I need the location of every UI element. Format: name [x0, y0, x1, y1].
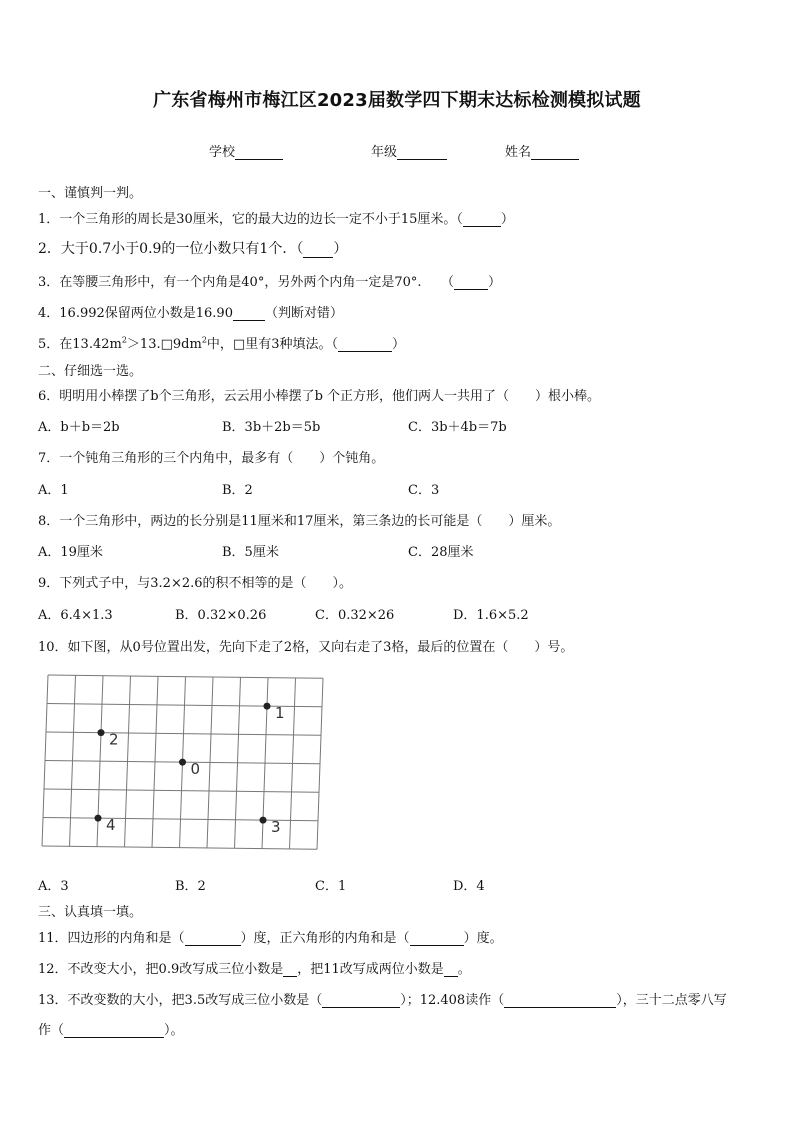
q8-option-b[interactable]: B．5厘米	[222, 545, 279, 560]
question-12-blank-2[interactable]	[444, 963, 458, 977]
school-blank[interactable]	[235, 145, 283, 160]
question-5-text-b: ＞13.□9dm	[126, 337, 202, 352]
q8-option-c[interactable]: C．28厘米	[408, 545, 474, 560]
question-4-text: 4．16.992保留两位小数是16.90	[38, 306, 233, 321]
question-10: 10．如下图，从0号位置出发，先向下走了2格，又向右走了3格，最后的位置在（ ）号。	[38, 640, 574, 655]
question-13-continued	[38, 1019, 184, 1038]
question-12-text-c: 。	[457, 962, 471, 977]
name-blank[interactable]	[531, 145, 579, 160]
grid-point-label-3: 3	[271, 818, 281, 837]
question-13	[38, 989, 727, 1008]
question-4	[38, 302, 343, 321]
grid-point-label-2: 2	[109, 730, 119, 749]
grid-point-label-0: 0	[190, 760, 201, 779]
question-12-text-a: 12．不改变大小，把0.9改写成三位小数是	[38, 962, 284, 977]
question-13-blank-1[interactable]	[322, 994, 400, 1008]
grid-figure	[40, 670, 332, 856]
question-1-text: 1．一个三角形的周长是30厘米，它的最大边的边长一定不小于15厘米。（	[38, 212, 463, 227]
question-13-text-d: 作（	[38, 1023, 65, 1038]
question-5	[38, 333, 405, 352]
q9-option-b[interactable]: B．0.32×0.26	[175, 608, 267, 623]
question-9: 9．下列式子中，与3.2×2.6的积不相等的是（ ）。	[38, 576, 353, 591]
q6-option-a[interactable]: A．b＋b＝2b	[38, 420, 120, 435]
question-11	[38, 927, 503, 946]
question-5-blank[interactable]	[338, 338, 392, 352]
school-label: 学校	[209, 145, 236, 160]
question-13-blank-2[interactable]	[504, 994, 616, 1008]
question-11-text-b: ）度，正六角形的内角和是（	[240, 931, 410, 946]
grid-point-3	[260, 817, 267, 824]
grid-point-2	[98, 729, 105, 736]
question-1-end: ）	[500, 212, 514, 227]
q7-option-c[interactable]: C．3	[408, 483, 440, 498]
q9-option-c[interactable]: C．0.32×26	[315, 608, 395, 623]
section-heading-judge: 一、谨慎判一判。	[38, 186, 143, 201]
q10-option-c[interactable]: C．1	[315, 879, 347, 894]
question-11-blank-1[interactable]	[185, 932, 241, 946]
section-heading-fill: 三、认真填一填。	[38, 905, 143, 920]
question-2-blank[interactable]	[303, 244, 333, 258]
question-13-text-b: ）；12.408读作（	[400, 993, 505, 1008]
q6-option-c[interactable]: C．3b＋4b＝7b	[408, 420, 507, 435]
question-11-text-c: ）度。	[463, 931, 503, 946]
question-5-sup-b: 2	[201, 335, 207, 345]
q10-option-a[interactable]: A．3	[38, 879, 69, 894]
q7-option-a[interactable]: A．1	[38, 483, 69, 498]
q10-option-b[interactable]: B．2	[175, 879, 206, 894]
grid-point-4	[95, 815, 102, 822]
grade-blank[interactable]	[397, 145, 447, 160]
question-5-sup-a: 2	[121, 335, 127, 345]
q9-option-a[interactable]: A．6.4×1.3	[38, 608, 113, 623]
question-8: 8．一个三角形中，两边的长分别是11厘米和17厘米，第三条边的长可能是（ ）厘米。	[38, 514, 561, 529]
q8-option-a[interactable]: A．19厘米	[38, 545, 103, 560]
question-3-blank[interactable]	[454, 276, 488, 290]
question-11-blank-2[interactable]	[410, 932, 464, 946]
grid-point-label-1: 1	[275, 704, 285, 723]
question-4-end: （判断对错）	[264, 306, 343, 321]
question-3	[38, 271, 501, 290]
question-2	[38, 238, 347, 258]
page-title: 广东省梅州市梅江区2023届数学四下期末达标检测模拟试题	[153, 90, 641, 111]
question-3-end: ）	[488, 275, 502, 290]
question-5-text-c: 中，□里有3种填法。（	[206, 337, 338, 352]
q10-option-d[interactable]: D．4	[453, 879, 485, 894]
question-5-text-a: 5．在13.42m	[38, 337, 122, 352]
grade-field	[371, 141, 447, 160]
name-field	[505, 141, 579, 160]
question-7: 7．一个钝角三角形的三个内角中，最多有（ ）个钝角。	[38, 451, 385, 466]
question-3-text: 3．在等腰三角形中，有一个内角是40°，另外两个内角一定是70°. （	[38, 275, 454, 290]
question-4-blank[interactable]	[233, 307, 265, 321]
q7-option-b[interactable]: B．2	[222, 483, 253, 498]
grid-point-0	[179, 759, 186, 766]
question-1	[38, 208, 514, 227]
question-13-text-a: 13．不改变数的大小，把3.5改写成三位小数是（	[38, 993, 323, 1008]
question-11-text-a: 11．四边形的内角和是（	[38, 931, 185, 946]
question-6: 6．明明用小棒摆了b个三角形，云云用小棒摆了b 个正方形，他们两人一共用了（ ）根小棒。	[38, 389, 601, 404]
question-12-blank-1[interactable]	[283, 963, 297, 977]
question-2-end: ）	[333, 241, 348, 257]
question-13-text-e: ）。	[164, 1023, 184, 1038]
question-5-end: ）	[391, 337, 405, 352]
name-label: 姓名	[505, 145, 532, 160]
section-heading-choose: 二、仔细选一选。	[38, 364, 143, 379]
question-13-blank-3[interactable]	[64, 1024, 164, 1038]
q6-option-b[interactable]: B．3b＋2b＝5b	[222, 420, 321, 435]
question-12	[38, 958, 471, 977]
grade-label: 年级	[371, 145, 398, 160]
question-1-blank[interactable]	[463, 213, 501, 227]
question-12-text-b: ，把11改写成两位小数是	[297, 962, 444, 977]
q9-option-d[interactable]: D．1.6×5.2	[453, 608, 529, 623]
grid-point-label-4: 4	[106, 816, 116, 835]
school-field	[209, 141, 283, 160]
question-13-text-c: ），三十二点零八写	[616, 993, 727, 1008]
question-2-text: 2．大于0.7小于0.9的一位小数只有1个．（	[38, 241, 304, 257]
grid-point-1	[264, 703, 271, 710]
